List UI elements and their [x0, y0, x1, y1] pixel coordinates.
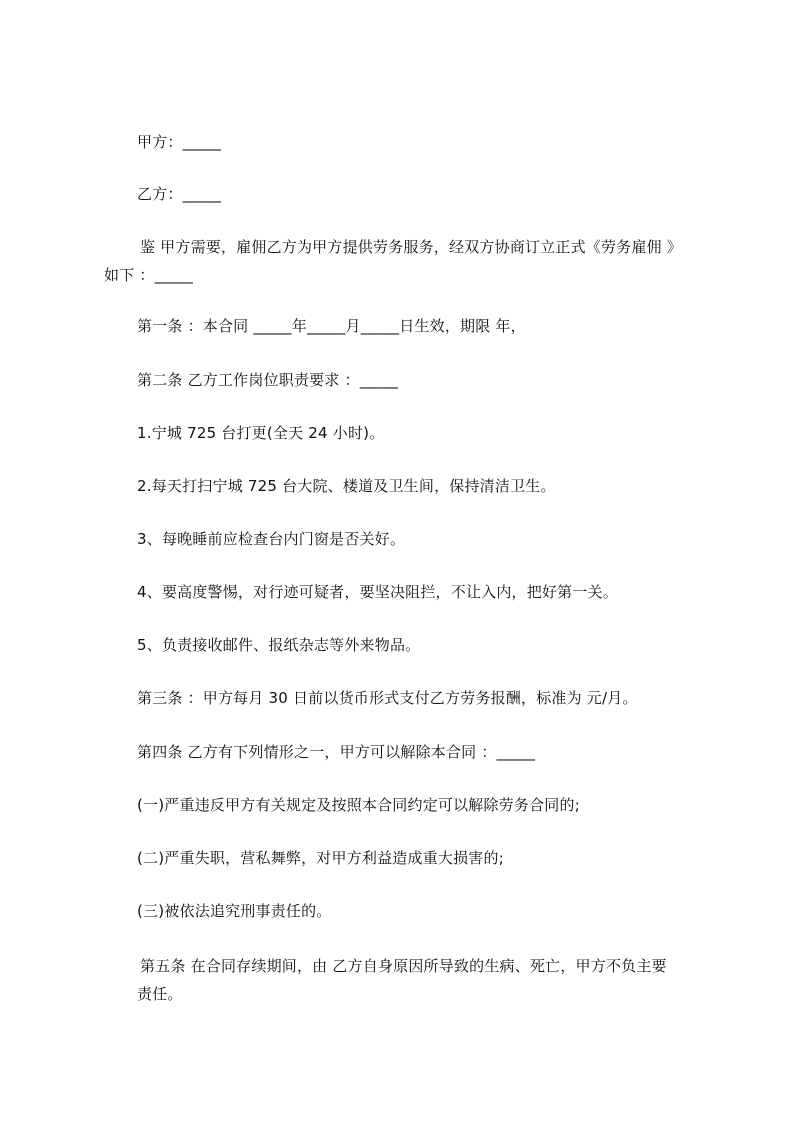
article-5-line-1: 第五条 在合同存续期间，由 乙方自身原因所导致的生病、死亡，甲方不负主要 — [140, 957, 667, 975]
preamble-line-2: 如下 ：_____ — [104, 266, 194, 284]
article-2: 第二条 乙方工作岗位职责要求 ：_____ — [137, 371, 399, 389]
duty-item-2: 2.每天打扫宁城 725 台大院、楼道及卫生间，保持清洁卫生。 — [137, 477, 556, 495]
article-4: 第四条 乙方有下列情形之一，甲方可以解除本合同 ：_____ — [137, 743, 536, 761]
duty-item-4: 4、要高度警惕，对行迹可疑者，要坚决阻拦，不让入内，把好第一关。 — [137, 583, 618, 601]
article-1: 第一条 ：本合同 _____年_____月_____日生效，期限 年， — [137, 317, 526, 335]
article-5-line-2: 责任。 — [137, 985, 183, 1003]
party-b-line: 乙方：_____ — [137, 185, 222, 203]
preamble-line-1: 鉴 甲方需要，雇佣乙方为甲方提供劳务服务，经双方协商订立正式《劳务雇佣 》 — [140, 238, 682, 256]
duty-item-5: 5、负责接收邮件、报纸杂志等外来物品。 — [137, 636, 421, 654]
duty-item-3: 3、每晚睡前应检查台内门窗是否关好。 — [137, 530, 406, 548]
article-3: 第三条 ：甲方每月 30 日前以货币形式支付乙方劳务报酬，标准为 元/月。 — [137, 689, 638, 707]
termination-clause-2: (二)严重失职，营私舞弊，对甲方利益造成重大损害的; — [137, 849, 504, 867]
party-a-line: 甲方：_____ — [137, 133, 222, 151]
termination-clause-3: (三)被依法追究刑事责任的。 — [137, 902, 332, 920]
termination-clause-1: (一)严重违反甲方有关规定及按照本合同约定可以解除劳务合同的; — [137, 796, 580, 814]
duty-item-1: 1.宁城 725 台打更(全天 24 小时)。 — [137, 424, 385, 442]
